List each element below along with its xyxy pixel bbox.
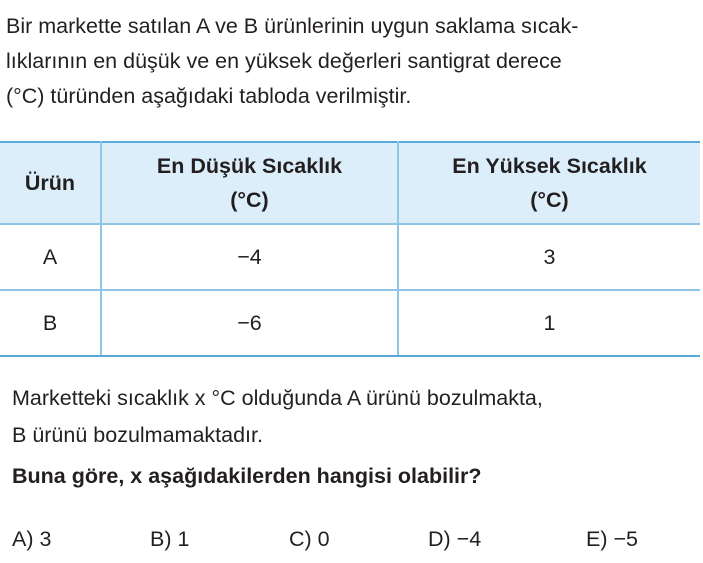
table-row: [0, 290, 700, 356]
option-d[interactable]: D) −4: [428, 527, 482, 551]
option-e[interactable]: E) −5: [586, 527, 638, 551]
header-min-label: En Düşük Sıcaklık: [156, 154, 343, 178]
answer-options: [0, 527, 703, 561]
cell-min: −4: [101, 224, 398, 290]
cell-max: 3: [398, 224, 700, 290]
option-b[interactable]: B) 1: [150, 527, 190, 551]
table-row: [0, 224, 700, 290]
header-max-label: En Yüksek Sıcaklık: [452, 154, 647, 178]
option-c[interactable]: C) 0: [289, 527, 330, 551]
cell-product: B: [0, 290, 101, 356]
cell-max: 1: [398, 290, 700, 356]
header-max-unit: (°C): [530, 188, 569, 212]
cell-min: −6: [101, 290, 398, 356]
temperature-table: [0, 141, 700, 357]
question-text: Buna göre, x aşağıdakilerden hangisi olabilir?: [12, 464, 482, 488]
intro-line: Bir markette satılan A ve B ürünlerinin uygun saklama sıcak-: [6, 14, 579, 38]
header-min-unit: (°C): [230, 188, 269, 212]
header-min-temperature: [101, 142, 398, 224]
problem-statement: [12, 380, 543, 454]
table-header-row: [0, 142, 700, 224]
intro-line: (°C) türünden aşağıdaki tabloda verilmiştir.: [6, 84, 412, 108]
cell-product: A: [0, 224, 101, 290]
intro-line: lıklarının en düşük ve en yüksek değerleri santigrat derece: [6, 49, 562, 73]
option-a[interactable]: A) 3: [12, 527, 52, 551]
statement-line: Marketteki sıcaklık x °C olduğunda A ürünü bozulmakta,: [12, 386, 543, 410]
statement-line: B ürünü bozulmamaktadır.: [12, 423, 263, 447]
problem-intro: [6, 9, 700, 114]
header-product: Ürün: [0, 142, 101, 224]
header-max-temperature: [398, 142, 700, 224]
